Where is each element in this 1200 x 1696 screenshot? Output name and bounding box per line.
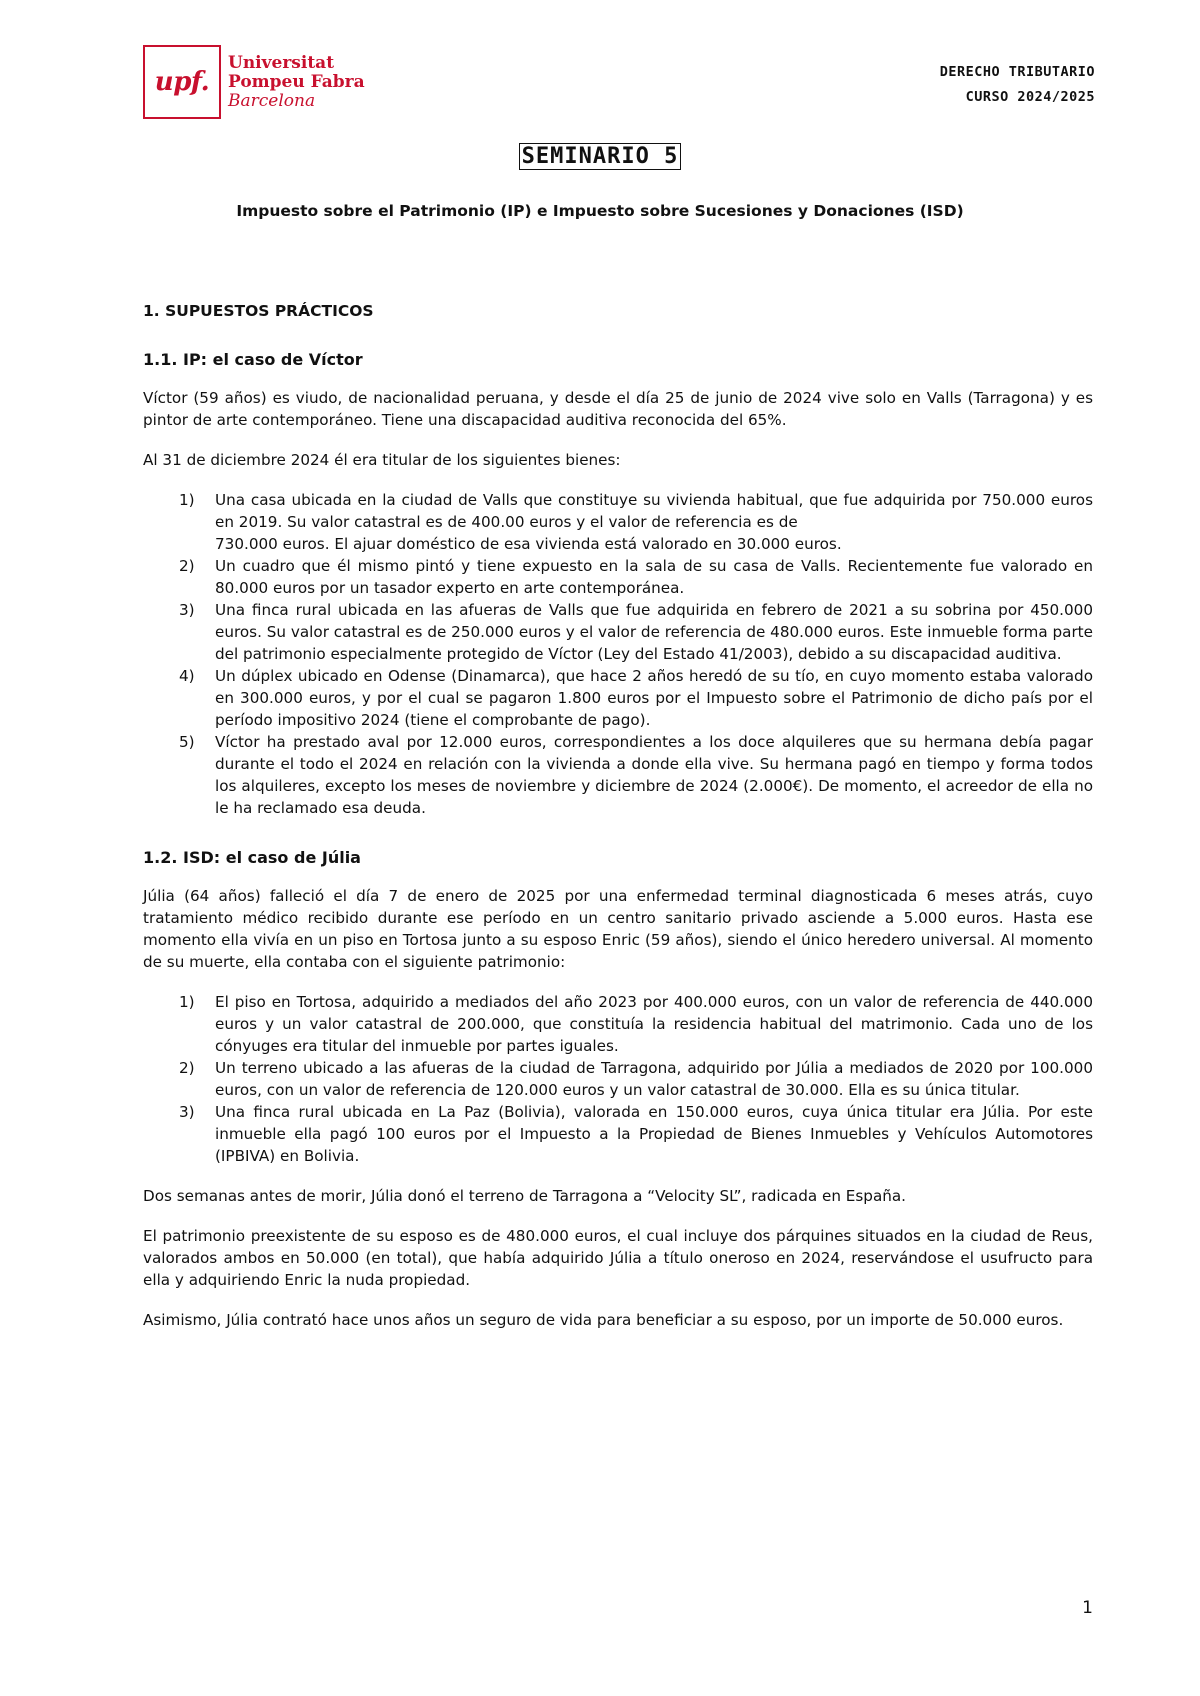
list-item (143, 731, 1093, 819)
list-item-text: Un terreno ubicado a las afueras de la ciudad de Tarragona, adquirido por Júlia a mediados de 2020 por 100.000 euros, con un valor de referencia de 120.000 euros y un valor catastral de 30.000. Ella es su única titular. (215, 1059, 1093, 1099)
upf-logo-mark: upf. (143, 45, 221, 119)
list-item (143, 665, 1093, 731)
list-item-number: 3) (179, 1103, 195, 1121)
list-item (143, 991, 1093, 1057)
list-item (143, 555, 1093, 599)
case-1-heading: 1.1. IP: el caso de Víctor (143, 350, 363, 369)
list-item-number: 5) (179, 733, 195, 751)
list-item-number: 1) (179, 491, 195, 509)
case-1-lead: Al 31 de diciembre 2024 él era titular de los siguientes bienes: (143, 451, 621, 469)
list-item-number: 2) (179, 557, 195, 575)
page-header (940, 60, 1095, 110)
list-item-text: Un dúplex ubicado en Odense (Dinamarca), que hace 2 años heredó de su tío, en cuyo momento estaba valorado en 300.000 euros, y por el cual se pagaron 1.800 euros por el Impuesto sobre el Patrimonio de dicho país por el período impositivo 2024 (tiene el comprobante de pago). (215, 667, 1093, 729)
list-item-text: Una finca rural ubicada en La Paz (Bolivia), valorada en 150.000 euros, cuya única titular era Júlia. Por este inmueble ella pagó 100 euros por el Impuesto a la Propiedad de Bienes Inmuebles y Vehículos Automotores (IPBIVA) en Bolivia. (215, 1103, 1093, 1165)
case-2-paragraph-life-insurance: Asimismo, Júlia contrató hace unos años un seguro de vida para beneficiar a su esposo, por un importe de 50.000 euros. (143, 1311, 1064, 1329)
header-subject: DERECHO TRIBUTARIO (939, 64, 1095, 80)
list-item (143, 489, 1093, 555)
logo-line-2: Pompeu Fabra (228, 71, 365, 92)
list-item (143, 599, 1093, 665)
logo-line-3: Barcelona (228, 90, 316, 111)
page-number: 1 (1082, 1598, 1093, 1618)
list-item-text: Una casa ubicada en la ciudad de Valls que constituye su vivienda habitual, que fue adquirida por 750.000 euros en 2019. Su valor catastral es de 400.00 euros y el valor de referencia es de (215, 491, 1093, 531)
document-body (143, 300, 1093, 1331)
logo-line-1: Universitat (228, 52, 335, 73)
case-1-asset-list (143, 489, 1093, 819)
university-logo (143, 45, 365, 119)
case-2-paragraph-spouse-assets: El patrimonio preexistente de su esposo es de 480.000 euros, el cual incluye dos párquines situados en la ciudad de Reus, valorados ambos en 50.000 (en total), que había adquirido Júlia a título oneroso en 2024, reservándose el usufructo para ella y adquiriendo Enric la nuda propiedad. (143, 1227, 1093, 1289)
document-subtitle: Impuesto sobre el Patrimonio (IP) e Impuesto sobre Sucesiones y Donaciones (ISD) (236, 202, 964, 220)
list-item-number: 1) (179, 993, 195, 1011)
case-2-intro: Júlia (64 años) falleció el día 7 de enero de 2025 por una enfermedad terminal diagnosticada 6 meses atrás, cuyo tratamiento médico recibido durante ese período en un centro sanitario privado asciende a 5.000 euros. Hasta ese momento ella vivía en un piso en Tortosa junto a su esposo Enric (59 años), siendo el único heredero universal. Al momento de su muerte, ella contaba con el siguiente patrimonio: (143, 887, 1093, 971)
list-item-text: Víctor ha prestado aval por 12.000 euros, correspondientes a los doce alquileres que su hermana debía pagar durante el todo el 2024 en relación con la vivienda a donde ella vive. Su hermana pagó en tiempo y forma todos los alquileres, excepto los meses de noviembre y diciembre de 2024 (2.000€). De momento, el acreedor de ella no le ha reclamado esa deuda. (215, 733, 1093, 817)
case-2-paragraph-donation: Dos semanas antes de morir, Júlia donó el terreno de Tarragona a “Velocity SL”, radicada en España. (143, 1187, 907, 1205)
document-title (0, 144, 1200, 169)
logo-wordmark (228, 54, 365, 111)
list-item-text: Un cuadro que él mismo pintó y tiene expuesto en la sala de su casa de Valls. Recientemente fue valorado en 80.000 euros por un tasador experto en arte contemporánea. (215, 557, 1093, 597)
list-item-text: El piso en Tortosa, adquirido a mediados del año 2023 por 400.000 euros, con un valor de referencia de 440.000 euros y un valor catastral de 200.000, que constituía la residencia habitual del matrimonio. Cada uno de los cónyuges era titular del inmueble por partes iguales. (215, 993, 1093, 1055)
case-1-intro: Víctor (59 años) es viudo, de nacionalidad peruana, y desde el día 25 de junio de 2024 vive solo en Valls (Tarragona) y es pintor de arte contemporáneo. Tiene una discapacidad auditiva reconocida del 65%. (143, 389, 1093, 429)
case-2-asset-list (143, 991, 1093, 1167)
list-item-text: Una finca rural ubicada en las afueras de Valls que fue adquirida en febrero de 2021 a su sobrina por 450.000 euros. Su valor catastral es de 250.000 euros y el valor de referencia de 480.000 euros. Este inmueble forma parte del patrimonio especialmente protegido de Víctor (Ley del Estado 41/2003), debido a su discapacidad auditiva. (215, 601, 1093, 663)
section-heading: 1. SUPUESTOS PRÁCTICOS (143, 302, 374, 320)
list-item (143, 1101, 1093, 1167)
list-item-number: 3) (179, 601, 195, 619)
list-item-text-continued: 730.000 euros. El ajuar doméstico de esa vivienda está valorado en 30.000 euros. (215, 535, 842, 553)
header-course: CURSO 2024/2025 (965, 89, 1095, 105)
document-title-text: SEMINARIO 5 (519, 143, 682, 170)
list-item-number: 4) (179, 667, 195, 685)
list-item (143, 1057, 1093, 1101)
case-2-heading: 1.2. ISD: el caso de Júlia (143, 848, 361, 867)
list-item-number: 2) (179, 1059, 195, 1077)
